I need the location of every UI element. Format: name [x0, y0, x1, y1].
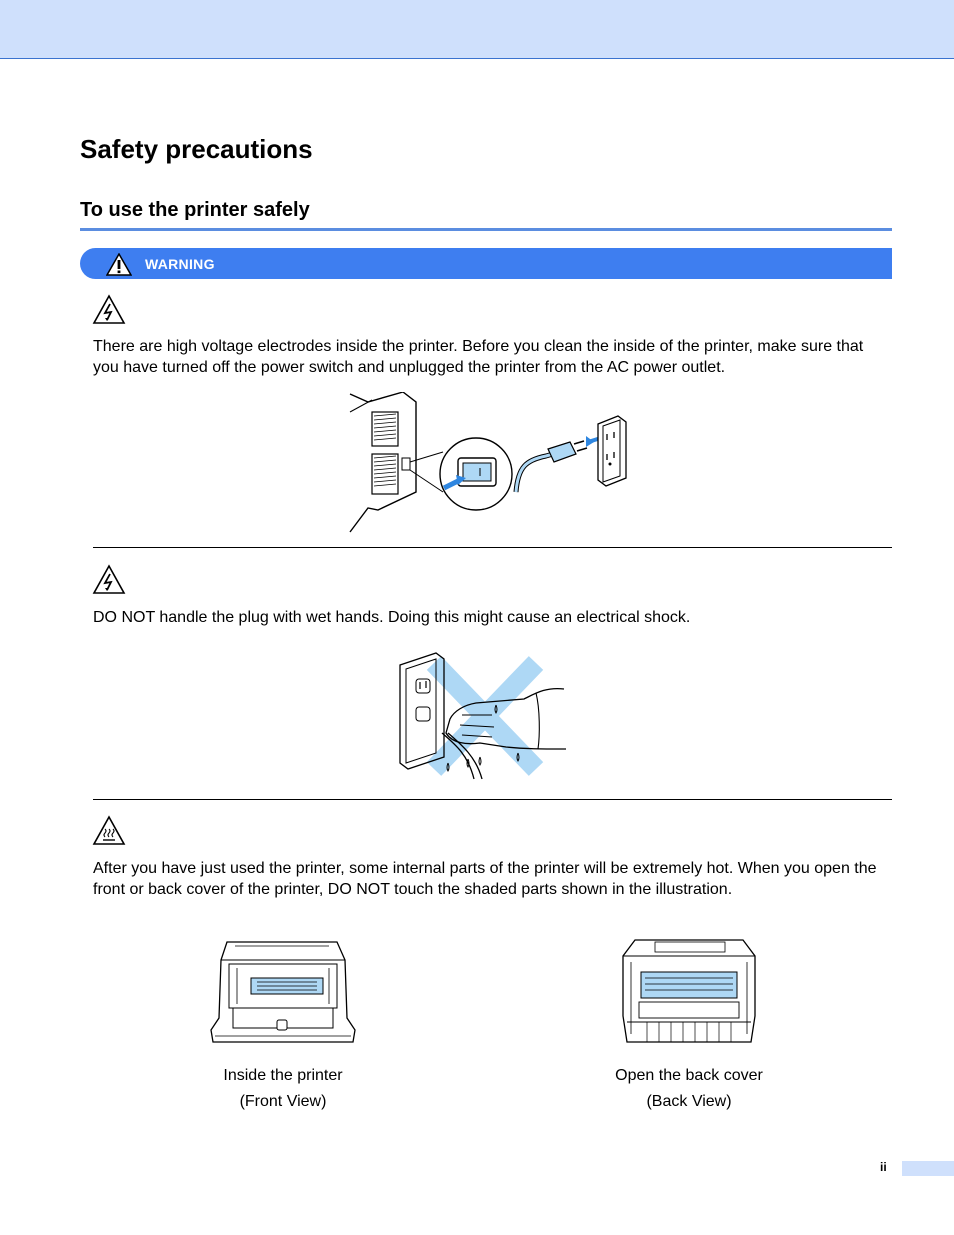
- page-number: ii: [880, 1160, 887, 1174]
- warning-text-2: DO NOT handle the plug with wet hands. Doing this might cause an electrical shock.: [93, 609, 691, 626]
- header-band: [0, 0, 954, 59]
- wet-hands-prohibited-illustration: [396, 645, 568, 783]
- electric-hazard-icon: [92, 294, 126, 325]
- electric-hazard-icon: [92, 564, 126, 595]
- printer-front-view-illustration: [207, 938, 359, 1050]
- section-divider: [93, 547, 892, 548]
- warning-text-1: There are high voltage electrodes inside the printer. Before you clean the inside of the printer, make sure that you have turned off the power switch and unplugged the printer from the AC power outlet.: [93, 338, 864, 376]
- warning-label: WARNING: [145, 256, 215, 272]
- hot-surface-icon: [92, 815, 126, 846]
- caption-line: (Front View): [239, 1093, 327, 1110]
- figure-caption-front: [163, 1067, 403, 1111]
- caption-line: Inside the printer: [223, 1067, 343, 1084]
- figure-caption-back: [569, 1067, 809, 1111]
- page-title: Safety precautions: [80, 134, 313, 164]
- section-heading: To use the printer safely: [80, 199, 310, 221]
- printer-back-view-illustration: [619, 938, 759, 1050]
- warning-banner: [80, 248, 892, 279]
- page-tab-marker: [902, 1161, 954, 1176]
- unplug-printer-illustration: [348, 392, 633, 534]
- caption-line: Open the back cover: [615, 1067, 763, 1084]
- warning-text-3: After you have just used the printer, some internal parts of the printer will be extremely hot. When you open the front or back cover of the printer, DO NOT touch the shaded parts shown in the illustration.: [93, 860, 877, 898]
- section-rule: [80, 228, 892, 231]
- warning-triangle-icon: [106, 253, 132, 276]
- section-divider: [93, 799, 892, 800]
- caption-line: (Back View): [646, 1093, 732, 1110]
